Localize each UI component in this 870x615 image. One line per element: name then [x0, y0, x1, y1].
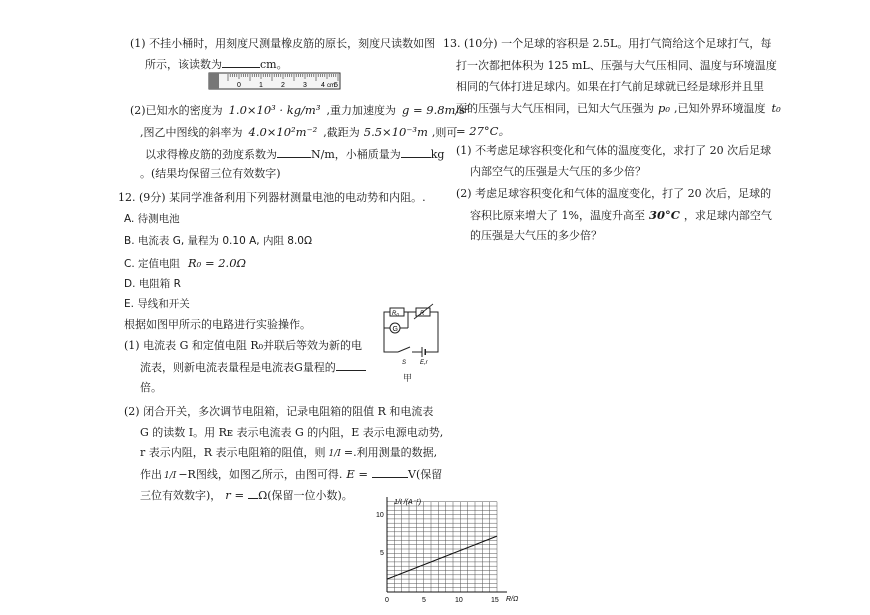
q12-part2-text-e: V(保留: [408, 468, 443, 481]
q13-part2-line2: [470, 208, 772, 223]
q12-item-d: D. 电阻箱 R: [124, 278, 181, 290]
q11-part2-line1: [130, 103, 470, 118]
q13-line5: = 27°C。: [456, 124, 510, 138]
y-tick-5: 5: [380, 550, 384, 557]
circuit-diagram: [376, 302, 446, 372]
ruler-label-3: 3: [303, 82, 307, 89]
q12-part2-line1: (2) 闭合开关，多次调节电阻箱，记录电阻箱的阻值 R 和电流表: [124, 405, 434, 418]
q12-intro: 根据如图甲所示的电路进行实验操作。: [124, 318, 311, 331]
answer-blank-reading[interactable]: [222, 57, 260, 68]
q12-part2-line3: [140, 446, 437, 461]
q13-part2-line1: (2) 考虑足球容积变化和气体的温度变化，打了 20 次后，足球的: [456, 187, 772, 200]
q12-part1-line3: 倍。: [140, 381, 162, 394]
q12-part2-text-b: =.利用测量的数据,: [343, 446, 438, 459]
ruler-label-5: 5: [334, 82, 338, 89]
answer-blank-stiffness[interactable]: [277, 147, 311, 158]
q12-item-a: A. 待测电池: [124, 213, 180, 225]
t0-symbol: t₀: [771, 101, 781, 115]
r-label: R: [420, 311, 425, 317]
graph-grid: [387, 502, 497, 592]
q11-part2-text-b: ,重力加速度为: [326, 104, 396, 117]
q11-part2-text-e: ,则可: [431, 126, 458, 139]
q13-part1-line1: (1) 不考虑足球容积变化和气体的温度变化，求打了 20 次后足球: [456, 144, 772, 157]
answer-blank-bucket-mass[interactable]: [401, 147, 431, 158]
p0-symbol: p₀: [658, 101, 670, 115]
ruler-label-4: 4: [321, 82, 325, 89]
q11-part2-text-c: ,图乙中图线的斜率为: [140, 126, 243, 139]
answer-blank-r[interactable]: [248, 488, 258, 499]
x-tick-15: 15: [491, 597, 499, 604]
q11-part2-line2: [140, 125, 457, 140]
r0-value: R₀ = 2.0Ω: [188, 256, 247, 270]
circuit-caption: 甲: [403, 374, 413, 384]
reciprocal-i: 1/I: [328, 449, 341, 459]
q12-part1-text: 流表，则新电流表量程是电流表G量程的: [140, 361, 336, 374]
q12-part1-line1: (1) 电流表 G 和定值电阻 R₀并联后等效为新的电: [124, 339, 363, 352]
q12-part1-line2: [140, 360, 366, 375]
q12-part2-text-a: r 表示内阻，R 表示电阻箱的阻值，则: [140, 446, 326, 459]
switch-label: S: [402, 360, 407, 366]
q12-part2-text-c: 作出: [140, 468, 162, 481]
q12-item-c-text: C. 定值电阻: [124, 258, 181, 270]
q12-item-c: [124, 256, 246, 271]
x-tick-10: 10: [455, 597, 463, 604]
internal-resistance-symbol: r =: [225, 488, 245, 502]
ruler-unit: cm: [327, 83, 335, 89]
answer-blank-multiple[interactable]: [336, 360, 366, 371]
q13-line1: 13. (10分) 一个足球的容积是 2.5L。用打气筒给这个足球打气，每: [443, 37, 772, 50]
ruler-figure: [208, 72, 342, 92]
slope-value: 4.0×10²m⁻²: [248, 125, 318, 139]
emf-symbol: E =: [346, 467, 369, 481]
q11-part2-text-d: ,截距为: [323, 126, 360, 139]
water-density: 1.0×10³ · kg/m³: [228, 103, 321, 117]
q12-part2-text-d: −R图线，如图乙所示，由图可得.: [178, 468, 343, 481]
ruler-label-0: 0: [237, 82, 241, 89]
galvanometer-label: G: [392, 326, 398, 333]
intercept-value: 5.5×10⁻³m: [363, 125, 428, 139]
q13-text-a: 面的压强与大气压相同，已知大气压强为: [456, 102, 654, 115]
reciprocal-i-2: 1/I: [164, 471, 177, 481]
ruler-label-1: 1: [259, 82, 263, 89]
q11-part1-unit: cm。: [260, 58, 288, 71]
x-axis-label: R/Ω: [506, 596, 519, 603]
q11-part2-text-g: N/m，小桶质量为: [311, 148, 401, 161]
r0-label: R₀: [392, 311, 399, 317]
q11-part1-line2: [145, 57, 288, 72]
q13-text-b: ,已知外界环境温度: [673, 102, 766, 115]
q13-part1-line2: 内部空气的压强是大气压的多少倍？: [470, 165, 646, 178]
q12-part2-line2: G 的读数 I。用 Rᴇ 表示电流表 G 的内阻，E 表示电源电动势,: [140, 426, 444, 439]
q11-part1-line1: (1) 不挂小桶时，用刻度尺测量橡皮筋的原长，刻度尺读数如图: [130, 37, 436, 50]
q12-part2-text-g: Ω(保留一位小数)。: [258, 489, 353, 502]
gravity-value: g = 9.8m/s²: [401, 103, 470, 117]
q12-part2-line5: [140, 488, 353, 503]
q13-part2-line3: 的压强是大气压的多少倍？: [470, 229, 602, 242]
q13-part2-text-b: ，求足球内部空气: [683, 209, 772, 222]
y-tick-10: 10: [376, 512, 384, 519]
q12-item-b: B. 电流表 G, 量程为 0.10 A, 内阻 8.0Ω: [124, 235, 312, 247]
x-tick-0: 0: [385, 597, 389, 604]
q11-part2-line4: 。(结果均保留三位有效数字): [140, 167, 281, 180]
temperature-30c: 30°C: [648, 208, 680, 222]
q11-part2-line3: [145, 147, 444, 162]
q11-part2-text-f: 以求得橡皮筋的劲度系数为: [145, 148, 277, 161]
x-tick-5: 5: [422, 597, 426, 604]
q12-part2-text-f: 三位有效数字)，: [140, 489, 222, 502]
q13-line4: [456, 101, 781, 116]
q13-line2: 打一次都把体积为 125 mL、压强与大气压相同、温度与环境温度: [456, 59, 777, 72]
battery-label: E,r: [420, 360, 428, 366]
q11-part2-text-h: kg: [430, 148, 445, 161]
q13-part2-text-a: 容积比原来增大了 1%，温度升高至: [470, 209, 645, 222]
ruler-label-2: 2: [281, 82, 285, 89]
q12-item-e: E. 导线和开关: [124, 298, 190, 310]
q12-header: 12. (9分) 某同学准备利用下列器材测量电池的电动势和内阻。.: [118, 191, 426, 204]
q12-part2-line4: [140, 467, 442, 483]
graph-1-over-i-vs-r: [364, 494, 524, 612]
q13-line3: 相同的气体打进足球内。如果在打气前足球就已经是球形并且里: [456, 80, 764, 93]
q11-part2-text-a: (2)已知水的密度为: [130, 104, 223, 117]
y-axis-label: 1/I /(A⁻¹): [394, 499, 422, 506]
q11-part1-text: 所示，该读数为: [145, 58, 222, 71]
answer-blank-emf[interactable]: [372, 467, 408, 478]
